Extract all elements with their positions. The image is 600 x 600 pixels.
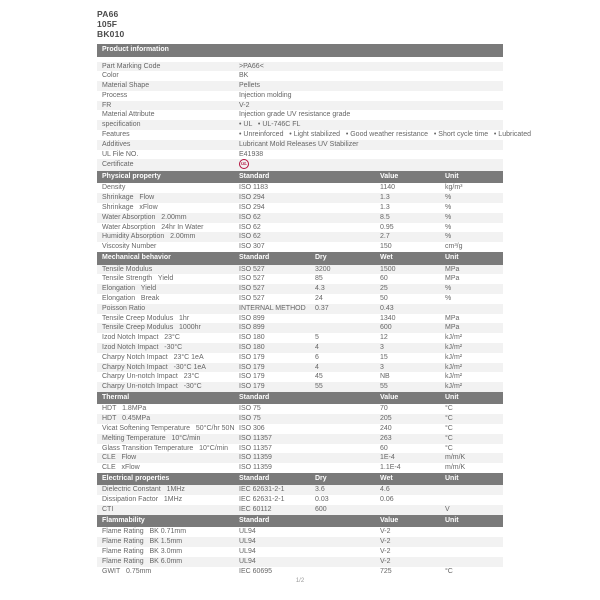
property-label: Tensile Creep Modulus 1hr	[102, 314, 190, 322]
value-cell: V-2	[380, 528, 391, 536]
standard-cell: ISO 75	[239, 415, 261, 423]
table-row	[97, 463, 503, 473]
value-cell: 1140	[380, 184, 396, 192]
standard-cell: INTERNAL METHOD	[239, 304, 306, 312]
unit-cell: kJ/m²	[445, 334, 463, 342]
dry-value-cell: 4	[315, 363, 319, 371]
material-color-code: BK010	[97, 29, 125, 39]
value-cell: 3	[380, 363, 384, 371]
value-cell: 1500	[380, 265, 396, 273]
standard-cell: ISO 294	[239, 194, 265, 202]
table-row	[97, 294, 503, 304]
table-row	[97, 304, 503, 314]
standard-cell: UL94	[239, 528, 256, 536]
standard-cell: ISO 899	[239, 314, 265, 322]
section-header-electrical-properties	[97, 473, 503, 486]
table-row	[97, 453, 503, 463]
standard-cell: ISO 62	[239, 213, 261, 221]
unit-cell: °C	[445, 444, 453, 452]
column-header-standard: Standard	[239, 172, 270, 180]
value-cell: 12	[380, 334, 388, 342]
table-row	[97, 485, 503, 495]
value-cell: 1E-4	[380, 454, 395, 462]
unit-cell: °C	[445, 415, 453, 423]
property-label: Elongation Break	[102, 294, 160, 302]
column-header-standard: Standard	[239, 393, 270, 401]
info-value: E41938	[239, 150, 264, 158]
property-label: CTI	[102, 506, 114, 514]
value-cell: 3	[380, 343, 384, 351]
unit-cell: MPa	[445, 324, 460, 332]
ul-certificate-icon: UL	[239, 159, 249, 169]
info-value: Lubricant Mold Releases UV Stabilizer	[239, 140, 359, 148]
property-label: GWIT 0.75mm	[102, 567, 152, 575]
value-cell: 15	[380, 353, 388, 361]
property-label: Tensile Modulus	[102, 265, 153, 273]
standard-cell: ISO 294	[239, 204, 265, 212]
property-label: Charpy Notch Impact -30°C 1eA	[102, 363, 206, 371]
section-title: Flammability	[102, 516, 145, 524]
standard-cell: UL94	[239, 547, 256, 555]
unit-cell: m/m/K	[445, 464, 466, 472]
value-cell: V-2	[380, 557, 391, 565]
info-value: • Unreinforced • Light stabilized • Good weather resistance • Short cycle time • Lubricated	[239, 131, 532, 139]
table-row	[97, 274, 503, 284]
value-cell: 1340	[380, 314, 396, 322]
standard-cell: ISO 179	[239, 383, 265, 391]
property-label: Dielectric Constant 1MHz	[102, 486, 185, 494]
table-row	[97, 193, 503, 203]
section-title: Product information	[102, 46, 169, 53]
standard-cell: ISO 179	[239, 353, 265, 361]
value-cell: 1.1E-4	[380, 464, 401, 472]
info-value: BK	[239, 72, 249, 80]
column-header-value: Wet	[380, 474, 393, 482]
column-header-unit: Unit	[445, 172, 459, 180]
value-cell: 50	[380, 294, 388, 302]
unit-cell: °C	[445, 405, 453, 413]
dry-value-cell: 3.6	[315, 486, 325, 494]
standard-cell: IEC 60112	[239, 506, 272, 514]
info-label: Features	[102, 131, 130, 139]
table-row	[97, 495, 503, 505]
value-cell: 725	[380, 567, 392, 575]
dry-value-cell: 4.3	[315, 285, 325, 293]
standard-cell: ISO 62	[239, 223, 261, 231]
table-row	[97, 150, 503, 160]
unit-cell: %	[445, 294, 452, 302]
section-title: Electrical properties	[102, 474, 170, 482]
info-label: specification	[102, 121, 141, 129]
value-cell: 55	[380, 383, 388, 391]
value-cell: 0.06	[380, 496, 394, 504]
property-label: Tensile Creep Modulus 1000hr	[102, 324, 201, 332]
property-label: Flame Rating BK 0.71mm	[102, 528, 187, 536]
dry-value-cell: 0.37	[315, 304, 329, 312]
standard-cell: ISO 11359	[239, 454, 272, 462]
table-row	[97, 110, 503, 120]
standard-cell: ISO 11357	[239, 434, 272, 442]
value-cell: 0.43	[380, 304, 394, 312]
section-header-product-information	[97, 44, 503, 57]
section-header-thermal	[97, 392, 503, 405]
value-cell: 8.5	[380, 213, 390, 221]
unit-cell: m/m/K	[445, 454, 466, 462]
value-cell: 150	[380, 243, 392, 251]
table-row	[97, 527, 503, 537]
column-header-standard: Standard	[239, 254, 270, 262]
table-row	[97, 242, 503, 252]
value-cell: 70	[380, 405, 388, 413]
standard-cell: ISO 307	[239, 243, 265, 251]
standard-cell: ISO 527	[239, 275, 265, 283]
standard-cell: ISO 1183	[239, 184, 269, 192]
column-header-dry: Dry	[315, 474, 327, 482]
value-cell: V-2	[380, 547, 391, 555]
table-row	[97, 444, 503, 454]
info-value: • UL • UL-746C FL	[239, 121, 301, 129]
table-row	[97, 71, 503, 81]
table-row	[97, 547, 503, 557]
property-label: Humidity Absorption 2.00mm	[102, 233, 196, 241]
unit-cell: %	[445, 285, 452, 293]
section-title: Mechanical behavior	[102, 254, 171, 262]
standard-cell: ISO 179	[239, 363, 265, 371]
info-value: Pellets	[239, 82, 261, 90]
table-row	[97, 130, 532, 140]
dry-value-cell: 85	[315, 275, 323, 283]
value-cell: V-2	[380, 538, 391, 546]
info-label: Material Shape	[102, 82, 150, 90]
table-row	[97, 91, 503, 101]
property-label: Tensile Strength Yield	[102, 275, 174, 283]
table-row	[97, 424, 503, 434]
value-cell: 263	[380, 434, 392, 442]
standard-cell: ISO 527	[239, 294, 265, 302]
section-header-flammability	[97, 515, 503, 528]
info-label: Process	[102, 91, 128, 99]
table-row	[97, 203, 503, 213]
dry-value-cell: 0.03	[315, 496, 329, 504]
property-label: Vicat Softening Temperature 50°C/hr 50N	[102, 425, 235, 432]
property-label: HDT 0.45MPa	[102, 415, 151, 423]
value-cell: 60	[380, 275, 388, 283]
unit-cell: kJ/m²	[445, 353, 463, 361]
column-header-value: Value	[380, 172, 399, 180]
value-cell: 600	[380, 324, 392, 332]
column-header-standard: Standard	[239, 516, 270, 524]
unit-cell: °C	[445, 434, 453, 442]
column-header-standard: Standard	[239, 474, 270, 482]
standard-cell: ISO 527	[239, 285, 265, 293]
unit-cell: cm³/g	[445, 243, 463, 251]
unit-cell: °C	[445, 425, 453, 432]
standard-cell: UL94	[239, 538, 256, 546]
dry-value-cell: 3200	[315, 265, 331, 273]
property-label: Water Absorption 2.00mm	[102, 213, 187, 221]
info-value: Injection molding	[239, 91, 292, 99]
unit-cell: %	[445, 204, 452, 212]
property-label: Poisson Ratio	[102, 304, 146, 312]
table-row	[97, 159, 503, 171]
property-label: Melting Temperature 10°C/min	[102, 434, 201, 442]
property-label: Flame Rating BK 3.0mm	[102, 547, 183, 555]
standard-cell: ISO 11359	[239, 464, 272, 472]
column-header-value: Wet	[380, 254, 393, 262]
property-label: CLE xFlow	[102, 464, 140, 472]
standard-cell: IEC 62631-2-1	[239, 486, 285, 494]
property-label: Shrinkage xFlow	[102, 204, 158, 212]
standard-cell: UL94	[239, 557, 256, 565]
table-row	[97, 140, 503, 150]
standard-cell: IEC 60695	[239, 567, 273, 575]
table-row	[97, 314, 503, 324]
value-cell: 2.7	[380, 233, 390, 241]
property-label: CLE Flow	[102, 454, 137, 462]
property-label: Shrinkage Flow	[102, 194, 155, 202]
table-row	[97, 505, 503, 515]
info-label: Additives	[102, 140, 131, 148]
table-row	[97, 284, 503, 294]
property-label: Glass Transition Temperature 10°C/min	[102, 444, 228, 452]
property-label: Charpy Un-notch Impact 23°C	[102, 373, 200, 381]
unit-cell: %	[445, 233, 452, 241]
column-header-unit: Unit	[445, 474, 459, 482]
dry-value-cell: 600	[315, 506, 327, 514]
unit-cell: kg/m³	[445, 184, 463, 192]
standard-cell: ISO 62	[239, 233, 261, 241]
table-row	[97, 414, 503, 424]
column-header-dry: Dry	[315, 254, 327, 262]
unit-cell: kJ/m²	[445, 363, 463, 371]
dry-value-cell: 45	[315, 373, 323, 381]
unit-cell: MPa	[445, 314, 460, 322]
table-row	[97, 382, 503, 392]
table-row	[97, 434, 503, 444]
unit-cell: kJ/m²	[445, 383, 463, 391]
info-label: Material Attribute	[102, 111, 155, 119]
table-row	[97, 183, 503, 193]
table-row	[97, 213, 503, 223]
unit-cell: %	[445, 213, 452, 221]
table-row	[97, 81, 503, 91]
value-cell: 1.3	[380, 204, 390, 212]
material-grade: 105F	[97, 19, 118, 29]
standard-cell: ISO 527	[239, 265, 265, 273]
dry-value-cell: 5	[315, 334, 319, 342]
standard-cell: IEC 62631-2-1	[239, 496, 285, 504]
property-label: Flame Rating BK 6.0mm	[102, 557, 183, 565]
unit-cell: %	[445, 223, 452, 231]
table-row	[97, 363, 503, 373]
table-row	[97, 120, 503, 130]
table-row	[97, 404, 503, 414]
unit-cell: V	[445, 506, 450, 514]
value-cell: 0.95	[380, 223, 394, 231]
material-name: PA66	[97, 9, 119, 19]
standard-cell: ISO 899	[239, 324, 265, 332]
table-row	[97, 62, 503, 72]
value-cell: 4.6	[380, 486, 390, 494]
unit-cell: kJ/m²	[445, 373, 463, 381]
unit-cell: kJ/m²	[445, 343, 463, 351]
standard-cell: ISO 11357	[239, 444, 272, 452]
table-row	[97, 537, 503, 547]
property-label: Izod Notch Impact 23°C	[102, 334, 180, 342]
info-value: Injection grade UV resistance grade	[239, 111, 351, 119]
property-label: Izod Notch Impact -30°C	[102, 343, 183, 351]
value-cell: 1.3	[380, 194, 390, 202]
page-number: 1/2	[295, 578, 305, 584]
info-label: Certificate	[102, 161, 134, 169]
value-cell: NB	[380, 373, 390, 381]
table-row	[97, 557, 503, 567]
info-label: Color	[102, 72, 119, 80]
value-cell: 240	[380, 425, 392, 432]
dry-value-cell: 55	[315, 383, 323, 391]
info-value: V-2	[239, 101, 250, 109]
table-row	[97, 343, 503, 353]
info-value: >PA66<	[239, 62, 264, 70]
section-header-mechanical-behavior	[97, 252, 503, 265]
column-header-unit: Unit	[445, 393, 459, 401]
table-row	[97, 223, 503, 233]
property-label: Dissipation Factor 1MHz	[102, 496, 183, 504]
table-row	[97, 265, 503, 275]
datasheet-tables	[97, 44, 532, 576]
dry-value-cell: 6	[315, 353, 319, 361]
dry-value-cell: 24	[315, 294, 323, 302]
table-row	[97, 333, 503, 343]
property-label: Flame Rating BK 1.5mm	[102, 538, 183, 546]
unit-cell: MPa	[445, 275, 460, 283]
section-title: Physical property	[102, 172, 161, 180]
property-label: Density	[102, 184, 126, 192]
unit-cell: °C	[445, 567, 453, 575]
table-row	[97, 232, 503, 242]
table-row	[97, 567, 503, 577]
section-title: Thermal	[102, 393, 130, 401]
table-row	[97, 353, 503, 363]
standard-cell: ISO 306	[239, 425, 265, 432]
standard-cell: ISO 179	[239, 373, 265, 381]
property-label: Water Absorption 24hr In Water	[102, 223, 204, 231]
info-label: Part Marking Code	[102, 62, 161, 70]
standard-cell: ISO 180	[239, 343, 265, 351]
property-label: Viscosity Number	[102, 243, 157, 251]
table-row	[97, 323, 503, 333]
info-label: FR	[102, 101, 112, 109]
value-cell: 60	[380, 444, 388, 452]
column-header-value: Value	[380, 393, 399, 401]
column-header-unit: Unit	[445, 254, 459, 262]
unit-cell: %	[445, 194, 452, 202]
property-label: Elongation Yield	[102, 285, 157, 293]
column-header-value: Value	[380, 516, 399, 524]
section-header-physical-property	[97, 171, 503, 184]
standard-cell: ISO 180	[239, 334, 265, 342]
dry-value-cell: 4	[315, 343, 319, 351]
property-label: HDT 1.8MPa	[102, 405, 147, 413]
property-label: Charpy Un-notch Impact -30°C	[102, 383, 202, 391]
standard-cell: ISO 75	[239, 405, 261, 413]
value-cell: 25	[380, 285, 388, 293]
table-row	[97, 101, 503, 111]
unit-cell: MPa	[445, 265, 460, 273]
value-cell: 205	[380, 415, 392, 423]
material-title-block	[97, 9, 124, 39]
column-header-unit: Unit	[445, 516, 459, 524]
property-label: Charpy Notch Impact 23°C 1eA	[102, 353, 204, 361]
info-label: UL File NO.	[102, 150, 139, 158]
table-row	[97, 372, 503, 382]
